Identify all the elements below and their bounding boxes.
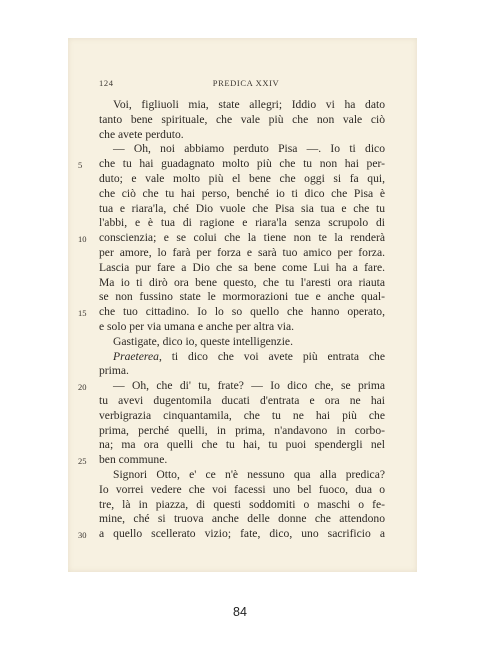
text-line <box>99 202 385 217</box>
text-line <box>99 142 385 157</box>
line-text: Gastigate, dico io, queste intelligenzie. <box>113 334 293 348</box>
line-text: ben commune. <box>99 453 168 467</box>
text-line <box>99 261 385 276</box>
line-text: Ma io ti dirò ora bene questo, che tu l'aresti ora riauta <box>99 275 385 289</box>
line-text: se non fussino state le mormorazioni tue e anche qual- <box>99 290 385 304</box>
text-line <box>99 216 385 231</box>
text-line <box>99 483 385 498</box>
line-text: mine, ché si truova anche delle donne che attendono <box>99 512 385 526</box>
text-line <box>99 113 385 128</box>
line-text: Signori Otto, e' ce n'è nessuno qua alla predica? <box>113 467 385 481</box>
italic-word: Praeterea <box>113 349 159 363</box>
text-line <box>99 394 385 409</box>
text-line <box>99 290 385 305</box>
line-text: che tu hai guadagnato molto più che tu non hai per- <box>99 157 385 171</box>
line-number: 5 <box>78 160 83 171</box>
text-line <box>78 231 385 246</box>
line-text: tu avevi dugentomila ducati d'entrata e ora ne hai <box>99 393 385 407</box>
text-line <box>78 157 385 172</box>
line-text: che tuo cittadino. Io lo so quello che hanno operato, <box>99 305 385 319</box>
text-line <box>99 438 385 453</box>
line-text: duto; e vale molto più el bene che oggi si fa qui, <box>99 171 385 185</box>
text-line <box>99 335 385 350</box>
line-number: 10 <box>78 234 87 245</box>
line-text: tua e riara'la, ché Dio vuole che Pisa sia tua e che tu <box>99 201 385 215</box>
book-page <box>68 38 417 572</box>
text-line <box>99 98 385 113</box>
line-number: 30 <box>78 530 87 541</box>
line-text: — Oh, che di' tu, frate? — Io dico che, se prima <box>113 379 385 393</box>
line-text: a quello scellerato vizio; fate, dico, uno sacrificio a <box>99 527 385 541</box>
line-text: che ciò che tu hai perso, benché io ti dico che Pisa è <box>99 186 385 200</box>
text-line <box>99 320 385 335</box>
line-text: conscienzia; e se colui che la tiene non te la renderà <box>99 231 385 245</box>
line-text: Lascia pur fare a Dio che sa bene come Lui ha a fare. <box>99 260 385 274</box>
sermon-text <box>78 98 385 542</box>
text-line <box>99 424 385 439</box>
line-text: na; ma ora quelli che tu hai, tu puoi spendergli nel <box>99 438 385 452</box>
text-line <box>99 498 385 513</box>
line-text: tre, là in piazza, di questi soddomiti o maschi o fe- <box>99 497 385 511</box>
folio-number: 84 <box>233 605 247 619</box>
text-line <box>99 187 385 202</box>
line-number: 25 <box>78 456 87 467</box>
text-line <box>99 350 385 365</box>
line-text-rest: , ti dico che voi avete più entrata che <box>158 349 385 363</box>
line-number: 20 <box>78 382 87 393</box>
line-text: l'abbi, e è tua di ragione e riara'la senza scrupolo di <box>99 216 385 230</box>
text-line <box>99 246 385 261</box>
text-line <box>99 512 385 527</box>
line-text: prima, perché quelli, in prima, n'andavono in corbo- <box>99 423 385 437</box>
line-text: che avete perduto. <box>99 127 184 141</box>
line-text: tanto bene spirituale, che vale più che non vale ciò <box>99 112 385 126</box>
line-text: Voi, figliuoli mia, state allegri; Iddio vi ha dato <box>113 98 385 111</box>
line-text: Io vorrei vedere che voi facessi uno bel fuoco, dua o <box>99 482 385 496</box>
text-line <box>99 276 385 291</box>
text-line <box>99 172 385 187</box>
line-text: — Oh, noi abbiamo perduto Pisa —. Io ti dico <box>113 142 385 156</box>
line-text: verbigrazia cinquantamila, che tu ne hai più che <box>99 408 385 422</box>
text-line <box>78 379 385 394</box>
text-line <box>78 453 385 468</box>
text-line <box>99 409 385 424</box>
line-number: 15 <box>78 308 87 319</box>
text-line <box>99 364 385 379</box>
line-text: e solo per via umana e anche per altra via. <box>99 319 295 333</box>
page-number: 124 <box>99 78 114 88</box>
running-head: PREDICA XXIV <box>212 78 280 88</box>
text-line <box>99 128 385 143</box>
line-text: prima. <box>99 364 129 378</box>
text-line <box>78 527 385 542</box>
line-text: per amore, lo farà per forza e sarà tuo amico per forza. <box>99 245 385 259</box>
text-line <box>99 468 385 483</box>
line-text <box>99 350 385 365</box>
text-line <box>78 305 385 320</box>
